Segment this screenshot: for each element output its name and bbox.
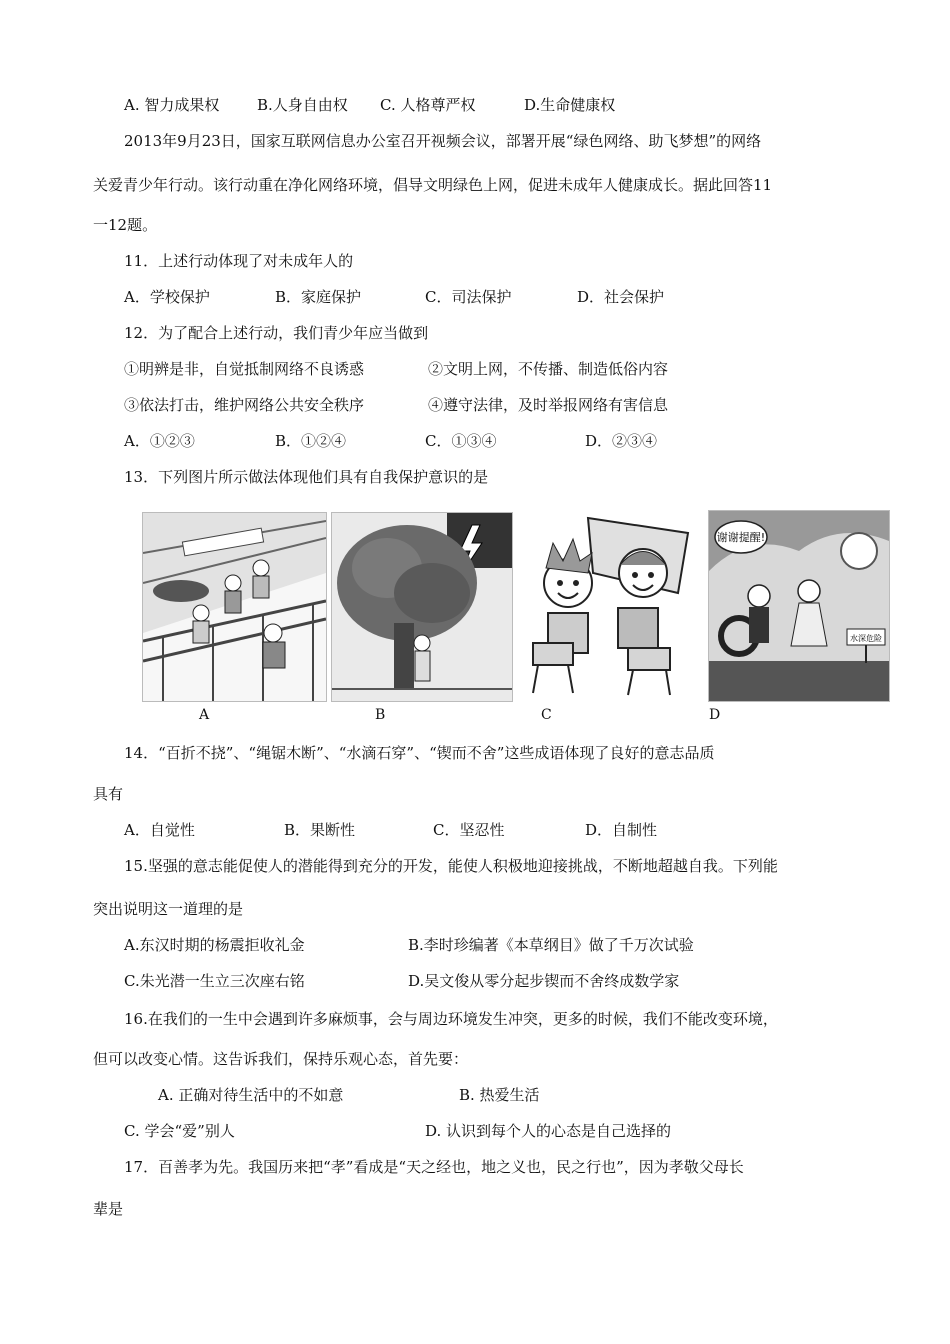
warning-sign-text: 水深危险 — [850, 634, 882, 643]
q15-line-2: 突出说明这一道理的是 — [93, 900, 244, 918]
q13-stem: 13．下列图片所示做法体现他们具有自我保护意识的是 — [124, 468, 489, 486]
q16-option-c: C. 学会“爱”别人 — [124, 1122, 235, 1140]
q17-line-1: 17．百善孝为先。我国历来把“孝”看成是“天之经也，地之义也，民之行也”，因为孝敬父母长 — [124, 1158, 744, 1176]
q16-option-d: D. 认识到每个人的心态是自己选择的 — [425, 1122, 672, 1140]
q12-stem: 12．为了配合上述行动，我们青少年应当做到 — [124, 324, 429, 342]
bubble-text: 谢谢提醒! — [716, 531, 766, 544]
q13-label-d: D — [709, 707, 721, 723]
intro-line-1: 2013年9月23日，国家互联网信息办公室召开视频会议，部署开展“绿色网络、助飞梦想”的网络 — [124, 132, 762, 150]
q14-option-a: A．自觉性 — [124, 821, 195, 839]
q15-option-d: D.吴文俊从零分起步锲而不舍终成数学家 — [408, 972, 680, 990]
q13-label-c: C — [541, 707, 552, 723]
q10-option-b: B.人身自由权 — [257, 96, 348, 114]
q15-option-c: C.朱光潜一生立三次座右铭 — [124, 972, 305, 990]
q13-picture-a — [142, 512, 327, 702]
q10-option-c: C. 人格尊严权 — [380, 96, 476, 114]
q14-option-b: B．果断性 — [284, 821, 356, 839]
q13-label-b: B — [375, 707, 386, 723]
q12-item-2: ②文明上网，不传播、制造低俗内容 — [428, 360, 669, 378]
q11-stem: 11．上述行动体现了对未成年人的 — [124, 252, 354, 270]
q12-option-b: B．①②④ — [275, 432, 347, 450]
q17-line-2: 辈是 — [93, 1200, 124, 1218]
q11-option-b: B．家庭保护 — [275, 288, 362, 306]
q12-option-c: C．①③④ — [425, 432, 497, 450]
q14-option-c: C．坚忍性 — [433, 821, 505, 839]
intro-line-2: 关爱青少年行动。该行动重在净化网络环境，倡导文明绿色上网，促进未成年人健康成长。据此回答11 — [93, 176, 773, 194]
q14-line-2: 具有 — [93, 785, 124, 803]
q12-item-4: ④遵守法律，及时举报网络有害信息 — [428, 396, 669, 414]
q15-option-b: B.李时珍编著《本草纲目》做了千万次试验 — [408, 936, 694, 954]
q13-picture-b — [331, 512, 513, 702]
q10-option-a: A. 智力成果权 — [124, 96, 220, 114]
q16-option-a: A. 正确对待生活中的不如意 — [158, 1086, 344, 1104]
q13-label-a: A — [199, 707, 210, 723]
q15-option-a: A.东汉时期的杨震拒收礼金 — [124, 936, 305, 954]
q11-option-c: C．司法保护 — [425, 288, 512, 306]
q16-line-1: 16.在我们的一生中会遇到许多麻烦事，会与周边环境发生冲突，更多的时候，我们不能改变环境， — [124, 1010, 778, 1028]
q12-option-a: A．①②③ — [124, 432, 195, 450]
intro-line-3: 一12题。 — [93, 216, 158, 234]
q11-option-d: D．社会保护 — [577, 288, 665, 306]
q14-option-d: D．自制性 — [585, 821, 658, 839]
q13-picture-c — [517, 512, 704, 702]
q15-line-1: 15.坚强的意志能促使人的潜能得到充分的开发，能使人积极地迎接挑战，不断地超越自我。下列能 — [124, 857, 778, 875]
q16-line-2: 但可以改变心情。这告诉我们，保持乐观心态，首先要： — [93, 1050, 469, 1068]
q14-line-1: 14．“百折不挠”、“绳锯木断”、“水滴石穿”、“锲而不舍”这些成语体现了良好的意志品质 — [124, 744, 715, 762]
q12-item-3: ③依法打击，维护网络公共安全秩序 — [124, 396, 365, 414]
q10-option-d: D.生命健康权 — [524, 96, 616, 114]
q12-item-1: ①明辨是非，自觉抵制网络不良诱惑 — [124, 360, 365, 378]
q11-option-a: A．学校保护 — [124, 288, 210, 306]
q12-option-d: D．②③④ — [585, 432, 658, 450]
q13-picture-d — [708, 510, 890, 702]
q16-option-b: B. 热爱生活 — [459, 1086, 540, 1104]
